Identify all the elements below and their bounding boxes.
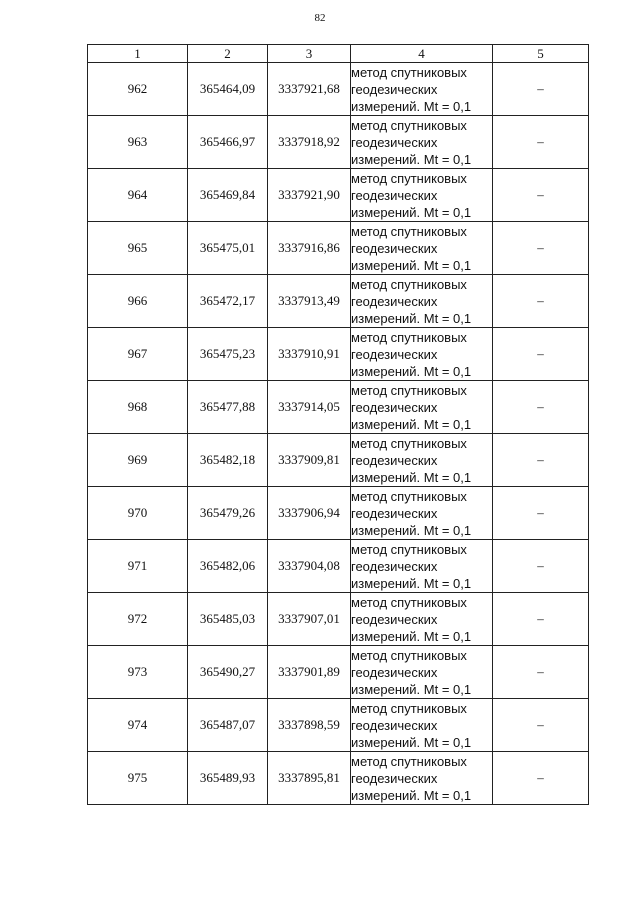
point-number-cell: 971 bbox=[88, 540, 188, 593]
x-coordinate-cell: 365482,06 bbox=[188, 540, 268, 593]
method-cell bbox=[351, 222, 493, 275]
method-line: метод спутниковых bbox=[351, 647, 467, 663]
y-coordinate-cell: 3337907,01 bbox=[268, 593, 351, 646]
method-line: метод спутниковых bbox=[351, 382, 467, 398]
table-row bbox=[88, 593, 589, 646]
y-coordinate-cell: 3337909,81 bbox=[268, 434, 351, 487]
header-col-2: 2 bbox=[188, 45, 268, 63]
method-line: геодезических bbox=[351, 134, 438, 150]
point-number-cell: 963 bbox=[88, 116, 188, 169]
y-coordinate-cell: 3337906,94 bbox=[268, 487, 351, 540]
method-line: измерений. Mt = 0,1 bbox=[351, 98, 472, 114]
note-cell: – bbox=[493, 222, 589, 275]
point-number-cell: 964 bbox=[88, 169, 188, 222]
note-cell: – bbox=[493, 434, 589, 487]
y-coordinate-cell: 3337910,91 bbox=[268, 328, 351, 381]
table-row bbox=[88, 752, 589, 805]
method-line: метод спутниковых bbox=[351, 64, 467, 80]
point-number-cell: 970 bbox=[88, 487, 188, 540]
method-cell bbox=[351, 487, 493, 540]
method-line: геодезических bbox=[351, 240, 438, 256]
method-cell bbox=[351, 63, 493, 116]
x-coordinate-cell: 365472,17 bbox=[188, 275, 268, 328]
method-line: геодезических bbox=[351, 717, 438, 733]
method-line: метод спутниковых bbox=[351, 488, 467, 504]
method-line: измерений. Mt = 0,1 bbox=[351, 469, 472, 485]
x-coordinate-cell: 365464,09 bbox=[188, 63, 268, 116]
method-line: геодезических bbox=[351, 399, 438, 415]
note-cell: – bbox=[493, 169, 589, 222]
page-number: 82 bbox=[314, 12, 326, 24]
note-cell: – bbox=[493, 328, 589, 381]
point-number-cell: 967 bbox=[88, 328, 188, 381]
method-cell bbox=[351, 381, 493, 434]
method-line: метод спутниковых bbox=[351, 435, 467, 451]
method-line: измерений. Mt = 0,1 bbox=[351, 681, 472, 697]
table-row bbox=[88, 381, 589, 434]
method-line: геодезических bbox=[351, 770, 438, 786]
table-row bbox=[88, 328, 589, 381]
method-line: геодезических bbox=[351, 558, 438, 574]
note-cell: – bbox=[493, 275, 589, 328]
method-line: метод спутниковых bbox=[351, 223, 467, 239]
note-cell: – bbox=[493, 63, 589, 116]
method-line: метод спутниковых bbox=[351, 170, 467, 186]
table-row bbox=[88, 275, 589, 328]
method-line: измерений. Mt = 0,1 bbox=[351, 204, 472, 220]
x-coordinate-cell: 365485,03 bbox=[188, 593, 268, 646]
point-number-cell: 974 bbox=[88, 699, 188, 752]
x-coordinate-cell: 365475,01 bbox=[188, 222, 268, 275]
y-coordinate-cell: 3337921,68 bbox=[268, 63, 351, 116]
x-coordinate-cell: 365489,93 bbox=[188, 752, 268, 805]
y-coordinate-cell: 3337898,59 bbox=[268, 699, 351, 752]
note-cell: – bbox=[493, 593, 589, 646]
x-coordinate-cell: 365475,23 bbox=[188, 328, 268, 381]
point-number-cell: 962 bbox=[88, 63, 188, 116]
note-cell: – bbox=[493, 116, 589, 169]
table-row bbox=[88, 540, 589, 593]
method-line: измерений. Mt = 0,1 bbox=[351, 310, 472, 326]
x-coordinate-cell: 365487,07 bbox=[188, 699, 268, 752]
table-header bbox=[88, 45, 589, 63]
y-coordinate-cell: 3337916,86 bbox=[268, 222, 351, 275]
method-cell bbox=[351, 434, 493, 487]
x-coordinate-cell: 365469,84 bbox=[188, 169, 268, 222]
method-line: геодезических bbox=[351, 505, 438, 521]
method-line: метод спутниковых bbox=[351, 541, 467, 557]
method-line: геодезических bbox=[351, 293, 438, 309]
method-line: измерений. Mt = 0,1 bbox=[351, 628, 472, 644]
method-line: измерений. Mt = 0,1 bbox=[351, 416, 472, 432]
note-cell: – bbox=[493, 540, 589, 593]
method-line: геодезических bbox=[351, 664, 438, 680]
y-coordinate-cell: 3337904,08 bbox=[268, 540, 351, 593]
method-cell bbox=[351, 116, 493, 169]
table-row bbox=[88, 116, 589, 169]
header-col-4: 4 bbox=[351, 45, 493, 63]
x-coordinate-cell: 365466,97 bbox=[188, 116, 268, 169]
method-line: измерений. Mt = 0,1 bbox=[351, 734, 472, 750]
method-cell bbox=[351, 169, 493, 222]
method-cell bbox=[351, 540, 493, 593]
point-number-cell: 966 bbox=[88, 275, 188, 328]
method-line: метод спутниковых bbox=[351, 753, 467, 769]
method-cell bbox=[351, 593, 493, 646]
method-cell bbox=[351, 752, 493, 805]
point-number-cell: 968 bbox=[88, 381, 188, 434]
y-coordinate-cell: 3337914,05 bbox=[268, 381, 351, 434]
y-coordinate-cell: 3337913,49 bbox=[268, 275, 351, 328]
y-coordinate-cell: 3337921,90 bbox=[268, 169, 351, 222]
method-line: метод спутниковых bbox=[351, 117, 467, 133]
method-line: геодезических bbox=[351, 187, 438, 203]
coordinates-table bbox=[87, 44, 589, 805]
method-cell bbox=[351, 646, 493, 699]
method-cell bbox=[351, 699, 493, 752]
table-row bbox=[88, 63, 589, 116]
point-number-cell: 969 bbox=[88, 434, 188, 487]
note-cell: – bbox=[493, 699, 589, 752]
y-coordinate-cell: 3337895,81 bbox=[268, 752, 351, 805]
method-line: метод спутниковых bbox=[351, 329, 467, 345]
point-number-cell: 972 bbox=[88, 593, 188, 646]
method-line: измерений. Mt = 0,1 bbox=[351, 151, 472, 167]
y-coordinate-cell: 3337918,92 bbox=[268, 116, 351, 169]
header-col-5: 5 bbox=[493, 45, 589, 63]
method-line: измерений. Mt = 0,1 bbox=[351, 257, 472, 273]
method-cell bbox=[351, 328, 493, 381]
method-line: измерений. Mt = 0,1 bbox=[351, 522, 472, 538]
method-line: измерений. Mt = 0,1 bbox=[351, 787, 472, 803]
point-number-cell: 973 bbox=[88, 646, 188, 699]
table-row bbox=[88, 487, 589, 540]
header-col-3: 3 bbox=[268, 45, 351, 63]
table-row bbox=[88, 646, 589, 699]
point-number-cell: 965 bbox=[88, 222, 188, 275]
x-coordinate-cell: 365479,26 bbox=[188, 487, 268, 540]
table-body bbox=[88, 63, 589, 805]
table-row bbox=[88, 434, 589, 487]
header-col-1: 1 bbox=[88, 45, 188, 63]
method-line: геодезических bbox=[351, 452, 438, 468]
method-line: измерений. Mt = 0,1 bbox=[351, 575, 472, 591]
method-line: метод спутниковых bbox=[351, 276, 467, 292]
method-cell bbox=[351, 275, 493, 328]
method-line: геодезических bbox=[351, 346, 438, 362]
method-line: геодезических bbox=[351, 611, 438, 627]
table-row bbox=[88, 699, 589, 752]
table-row bbox=[88, 222, 589, 275]
y-coordinate-cell: 3337901,89 bbox=[268, 646, 351, 699]
point-number-cell: 975 bbox=[88, 752, 188, 805]
method-line: геодезических bbox=[351, 81, 438, 97]
note-cell: – bbox=[493, 646, 589, 699]
method-line: метод спутниковых bbox=[351, 700, 467, 716]
x-coordinate-cell: 365482,18 bbox=[188, 434, 268, 487]
method-line: метод спутниковых bbox=[351, 594, 467, 610]
note-cell: – bbox=[493, 752, 589, 805]
x-coordinate-cell: 365490,27 bbox=[188, 646, 268, 699]
table-row bbox=[88, 169, 589, 222]
method-line: измерений. Mt = 0,1 bbox=[351, 363, 472, 379]
note-cell: – bbox=[493, 381, 589, 434]
x-coordinate-cell: 365477,88 bbox=[188, 381, 268, 434]
note-cell: – bbox=[493, 487, 589, 540]
